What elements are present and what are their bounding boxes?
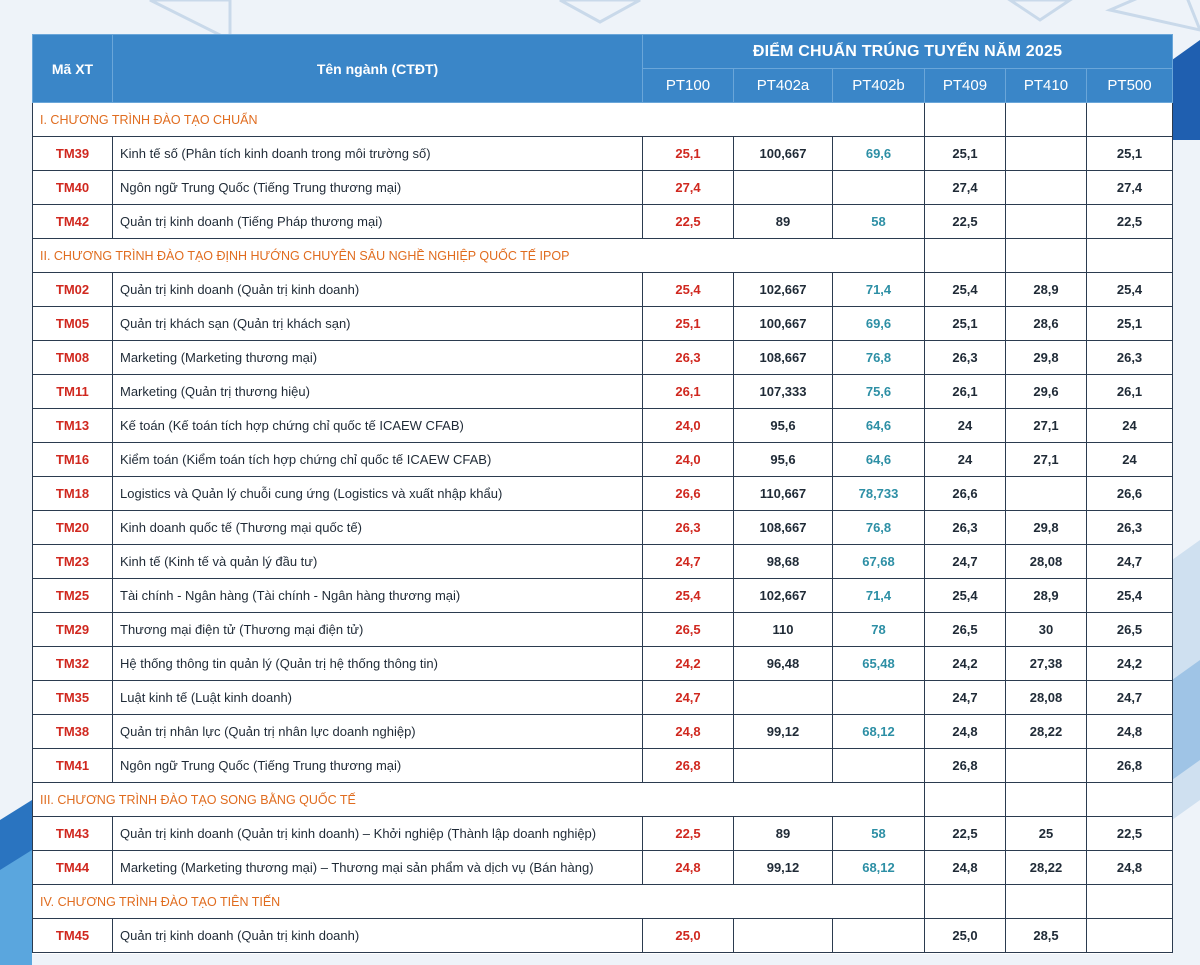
pt410-cell: 29,8 (1006, 341, 1087, 375)
table-row (33, 851, 1173, 885)
pt410-cell: 29,8 (1006, 511, 1087, 545)
pt402a-cell: 108,667 (734, 341, 833, 375)
pt100-cell: 26,8 (643, 749, 734, 783)
pt402a-cell: 89 (734, 817, 833, 851)
section-empty-cell (1087, 783, 1173, 817)
table-row (33, 307, 1173, 341)
header-pt402b: PT402b (833, 69, 925, 103)
pt500-cell: 25,1 (1087, 307, 1173, 341)
pt410-cell (1006, 205, 1087, 239)
pt500-cell: 24,8 (1087, 715, 1173, 749)
table-row (33, 749, 1173, 783)
pt409-cell: 27,4 (925, 171, 1006, 205)
pt409-cell: 26,8 (925, 749, 1006, 783)
pt402a-cell: 99,12 (734, 715, 833, 749)
header-pt402a: PT402a (734, 69, 833, 103)
pt409-cell: 26,3 (925, 511, 1006, 545)
pt410-cell: 28,08 (1006, 545, 1087, 579)
pt402b-cell: 78,733 (833, 477, 925, 511)
code-cell: TM44 (33, 851, 113, 885)
pt402b-cell: 69,6 (833, 137, 925, 171)
section-empty-cell (1006, 103, 1087, 137)
code-cell: TM40 (33, 171, 113, 205)
pt402b-cell: 68,12 (833, 851, 925, 885)
pt500-cell: 26,3 (1087, 341, 1173, 375)
pt410-cell (1006, 749, 1087, 783)
program-name-cell: Quản trị kinh doanh (Tiếng Pháp thương mại) (113, 205, 643, 239)
pt402b-cell: 78 (833, 613, 925, 647)
header-code: Mã XT (33, 35, 113, 103)
pt402a-cell: 96,48 (734, 647, 833, 681)
pt100-cell: 25,1 (643, 307, 734, 341)
pt402a-cell: 89 (734, 205, 833, 239)
pt100-cell: 26,3 (643, 341, 734, 375)
pt409-cell: 25,4 (925, 273, 1006, 307)
pt402a-cell: 100,667 (734, 137, 833, 171)
header-name: Tên ngành (CTĐT) (113, 35, 643, 103)
code-cell: TM45 (33, 919, 113, 953)
table-row (33, 205, 1173, 239)
section-empty-cell (925, 239, 1006, 273)
header-score-group: ĐIỂM CHUẨN TRÚNG TUYỂN NĂM 2025 (643, 35, 1173, 69)
header-pt100: PT100 (643, 69, 734, 103)
pt402b-cell: 71,4 (833, 579, 925, 613)
pt402b-cell: 64,6 (833, 443, 925, 477)
pt402a-cell: 107,333 (734, 375, 833, 409)
pt409-cell: 26,1 (925, 375, 1006, 409)
pt402b-cell (833, 681, 925, 715)
pt500-cell: 25,4 (1087, 579, 1173, 613)
pt100-cell: 26,1 (643, 375, 734, 409)
header-pt410: PT410 (1006, 69, 1087, 103)
pt410-cell: 30 (1006, 613, 1087, 647)
pt402a-cell (734, 171, 833, 205)
section-title: III. CHƯƠNG TRÌNH ĐÀO TẠO SONG BẰNG QUỐC TẾ (33, 783, 925, 817)
code-cell: TM25 (33, 579, 113, 613)
program-name-cell: Kinh tế số (Phân tích kinh doanh trong môi trường số) (113, 137, 643, 171)
pt100-cell: 22,5 (643, 205, 734, 239)
pt409-cell: 22,5 (925, 817, 1006, 851)
section-header-row (33, 783, 1173, 817)
pt402a-cell: 102,667 (734, 273, 833, 307)
pt100-cell: 25,4 (643, 273, 734, 307)
pt402b-cell: 68,12 (833, 715, 925, 749)
table-row (33, 647, 1173, 681)
program-name-cell: Quản trị nhân lực (Quản trị nhân lực doanh nghiệp) (113, 715, 643, 749)
pt410-cell: 25 (1006, 817, 1087, 851)
pt100-cell: 26,6 (643, 477, 734, 511)
table-row (33, 409, 1173, 443)
code-cell: TM16 (33, 443, 113, 477)
table-row (33, 613, 1173, 647)
code-cell: TM42 (33, 205, 113, 239)
pt500-cell: 22,5 (1087, 205, 1173, 239)
table-row (33, 715, 1173, 749)
code-cell: TM29 (33, 613, 113, 647)
pt500-cell: 24,7 (1087, 681, 1173, 715)
pt402b-cell: 58 (833, 817, 925, 851)
program-name-cell: Quản trị kinh doanh (Quản trị kinh doanh) (113, 273, 643, 307)
pt410-cell: 27,1 (1006, 443, 1087, 477)
pt402a-cell (734, 681, 833, 715)
pt402a-cell: 100,667 (734, 307, 833, 341)
pt500-cell (1087, 919, 1173, 953)
pt409-cell: 24,8 (925, 715, 1006, 749)
pt410-cell (1006, 137, 1087, 171)
pt410-cell (1006, 171, 1087, 205)
section-empty-cell (925, 885, 1006, 919)
program-name-cell: Thương mại điện tử (Thương mại điện tử) (113, 613, 643, 647)
section-empty-cell (1087, 885, 1173, 919)
code-cell: TM18 (33, 477, 113, 511)
pt402a-cell (734, 919, 833, 953)
program-name-cell: Quản trị kinh doanh (Quản trị kinh doanh) – Khởi nghiệp (Thành lập doanh nghiệp) (113, 817, 643, 851)
pt402b-cell: 58 (833, 205, 925, 239)
pt410-cell: 28,22 (1006, 851, 1087, 885)
pt409-cell: 25,1 (925, 137, 1006, 171)
pt500-cell: 24 (1087, 443, 1173, 477)
pt100-cell: 24,0 (643, 409, 734, 443)
pt402b-cell: 67,68 (833, 545, 925, 579)
code-cell: TM02 (33, 273, 113, 307)
pt409-cell: 24,7 (925, 681, 1006, 715)
pt410-cell: 28,9 (1006, 579, 1087, 613)
pt500-cell: 24,8 (1087, 851, 1173, 885)
pt100-cell: 25,4 (643, 579, 734, 613)
code-cell: TM13 (33, 409, 113, 443)
pt409-cell: 26,5 (925, 613, 1006, 647)
table-row (33, 511, 1173, 545)
pt409-cell: 24,2 (925, 647, 1006, 681)
section-empty-cell (1087, 103, 1173, 137)
table-row (33, 545, 1173, 579)
section-header-row (33, 239, 1173, 273)
section-empty-cell (925, 783, 1006, 817)
pt410-cell: 28,22 (1006, 715, 1087, 749)
pt410-cell: 28,6 (1006, 307, 1087, 341)
pt402b-cell (833, 171, 925, 205)
pt410-cell: 28,9 (1006, 273, 1087, 307)
program-name-cell: Ngôn ngữ Trung Quốc (Tiếng Trung thương mại) (113, 749, 643, 783)
code-cell: TM11 (33, 375, 113, 409)
pt402b-cell: 64,6 (833, 409, 925, 443)
section-empty-cell (1087, 239, 1173, 273)
header-pt500: PT500 (1087, 69, 1173, 103)
pt409-cell: 24 (925, 443, 1006, 477)
pt500-cell: 24,7 (1087, 545, 1173, 579)
pt409-cell: 25,4 (925, 579, 1006, 613)
pt410-cell: 27,1 (1006, 409, 1087, 443)
table-row (33, 681, 1173, 715)
pt402a-cell: 110 (734, 613, 833, 647)
code-cell: TM41 (33, 749, 113, 783)
pt402b-cell: 69,6 (833, 307, 925, 341)
pt410-cell: 28,08 (1006, 681, 1087, 715)
pt500-cell: 25,1 (1087, 137, 1173, 171)
header-pt409: PT409 (925, 69, 1006, 103)
pt500-cell: 24,2 (1087, 647, 1173, 681)
pt500-cell: 26,8 (1087, 749, 1173, 783)
pt402a-cell: 102,667 (734, 579, 833, 613)
pt402a-cell: 95,6 (734, 409, 833, 443)
program-name-cell: Hệ thống thông tin quản lý (Quản trị hệ thống thông tin) (113, 647, 643, 681)
pt500-cell: 26,3 (1087, 511, 1173, 545)
pt500-cell: 24 (1087, 409, 1173, 443)
pt500-cell: 25,4 (1087, 273, 1173, 307)
pt100-cell: 26,3 (643, 511, 734, 545)
pt100-cell: 22,5 (643, 817, 734, 851)
table-row (33, 375, 1173, 409)
pt100-cell: 24,8 (643, 715, 734, 749)
program-name-cell: Marketing (Quản trị thương hiệu) (113, 375, 643, 409)
admission-scores-table (32, 34, 1173, 953)
pt100-cell: 24,2 (643, 647, 734, 681)
pt500-cell: 26,6 (1087, 477, 1173, 511)
code-cell: TM43 (33, 817, 113, 851)
pt500-cell: 26,1 (1087, 375, 1173, 409)
code-cell: TM38 (33, 715, 113, 749)
pt410-cell: 29,6 (1006, 375, 1087, 409)
pt409-cell: 22,5 (925, 205, 1006, 239)
pt402a-cell (734, 749, 833, 783)
pt500-cell: 26,5 (1087, 613, 1173, 647)
pt100-cell: 27,4 (643, 171, 734, 205)
table-row (33, 579, 1173, 613)
pt409-cell: 24,8 (925, 851, 1006, 885)
section-empty-cell (925, 103, 1006, 137)
pt100-cell: 25,1 (643, 137, 734, 171)
pt402a-cell: 108,667 (734, 511, 833, 545)
code-cell: TM23 (33, 545, 113, 579)
table-row (33, 137, 1173, 171)
section-header-row (33, 103, 1173, 137)
pt100-cell: 25,0 (643, 919, 734, 953)
table-row (33, 443, 1173, 477)
program-name-cell: Kinh tế (Kinh tế và quản lý đầu tư) (113, 545, 643, 579)
table-row (33, 817, 1173, 851)
pt409-cell: 26,3 (925, 341, 1006, 375)
pt500-cell: 27,4 (1087, 171, 1173, 205)
program-name-cell: Kinh doanh quốc tế (Thương mại quốc tế) (113, 511, 643, 545)
section-empty-cell (1006, 239, 1087, 273)
section-empty-cell (1006, 885, 1087, 919)
pt410-cell: 27,38 (1006, 647, 1087, 681)
table-body (33, 103, 1173, 953)
program-name-cell: Kiểm toán (Kiểm toán tích hợp chứng chỉ quốc tế ICAEW CFAB) (113, 443, 643, 477)
program-name-cell: Quản trị khách sạn (Quản trị khách sạn) (113, 307, 643, 341)
pt100-cell: 24,8 (643, 851, 734, 885)
pt410-cell: 28,5 (1006, 919, 1087, 953)
pt402b-cell: 75,6 (833, 375, 925, 409)
program-name-cell: Kế toán (Kế toán tích hợp chứng chỉ quốc tế ICAEW CFAB) (113, 409, 643, 443)
pt100-cell: 26,5 (643, 613, 734, 647)
pt410-cell (1006, 477, 1087, 511)
program-name-cell: Luật kinh tế (Luật kinh doanh) (113, 681, 643, 715)
pt402a-cell: 99,12 (734, 851, 833, 885)
pt409-cell: 24,7 (925, 545, 1006, 579)
pt409-cell: 25,0 (925, 919, 1006, 953)
code-cell: TM05 (33, 307, 113, 341)
pt402a-cell: 110,667 (734, 477, 833, 511)
table-row (33, 477, 1173, 511)
pt402a-cell: 95,6 (734, 443, 833, 477)
program-name-cell: Marketing (Marketing thương mại) (113, 341, 643, 375)
program-name-cell: Logistics và Quản lý chuỗi cung ứng (Logistics và xuất nhập khẩu) (113, 477, 643, 511)
code-cell: TM35 (33, 681, 113, 715)
pt402b-cell (833, 749, 925, 783)
section-header-row (33, 885, 1173, 919)
table-row (33, 171, 1173, 205)
code-cell: TM20 (33, 511, 113, 545)
pt100-cell: 24,0 (643, 443, 734, 477)
pt402a-cell: 98,68 (734, 545, 833, 579)
pt100-cell: 24,7 (643, 681, 734, 715)
pt409-cell: 26,6 (925, 477, 1006, 511)
table-row (33, 919, 1173, 953)
pt409-cell: 25,1 (925, 307, 1006, 341)
pt402b-cell: 76,8 (833, 341, 925, 375)
program-name-cell: Marketing (Marketing thương mại) – Thương mại sản phẩm và dịch vụ (Bán hàng) (113, 851, 643, 885)
pt402b-cell: 65,48 (833, 647, 925, 681)
pt500-cell: 22,5 (1087, 817, 1173, 851)
code-cell: TM32 (33, 647, 113, 681)
program-name-cell: Tài chính - Ngân hàng (Tài chính - Ngân hàng thương mại) (113, 579, 643, 613)
program-name-cell: Quản trị kinh doanh (Quản trị kinh doanh) (113, 919, 643, 953)
program-name-cell: Ngôn ngữ Trung Quốc (Tiếng Trung thương mại) (113, 171, 643, 205)
code-cell: TM08 (33, 341, 113, 375)
pt402b-cell: 76,8 (833, 511, 925, 545)
section-empty-cell (1006, 783, 1087, 817)
pt409-cell: 24 (925, 409, 1006, 443)
section-title: II. CHƯƠNG TRÌNH ĐÀO TẠO ĐỊNH HƯỚNG CHUYÊN SÂU NGHỀ NGHIỆP QUỐC TẾ IPOP (33, 239, 925, 273)
table-row (33, 273, 1173, 307)
table-row (33, 341, 1173, 375)
section-title: I. CHƯƠNG TRÌNH ĐÀO TẠO CHUẨN (33, 103, 925, 137)
pt402b-cell (833, 919, 925, 953)
code-cell: TM39 (33, 137, 113, 171)
pt402b-cell: 71,4 (833, 273, 925, 307)
pt100-cell: 24,7 (643, 545, 734, 579)
section-title: IV. CHƯƠNG TRÌNH ĐÀO TẠO TIÊN TIẾN (33, 885, 925, 919)
